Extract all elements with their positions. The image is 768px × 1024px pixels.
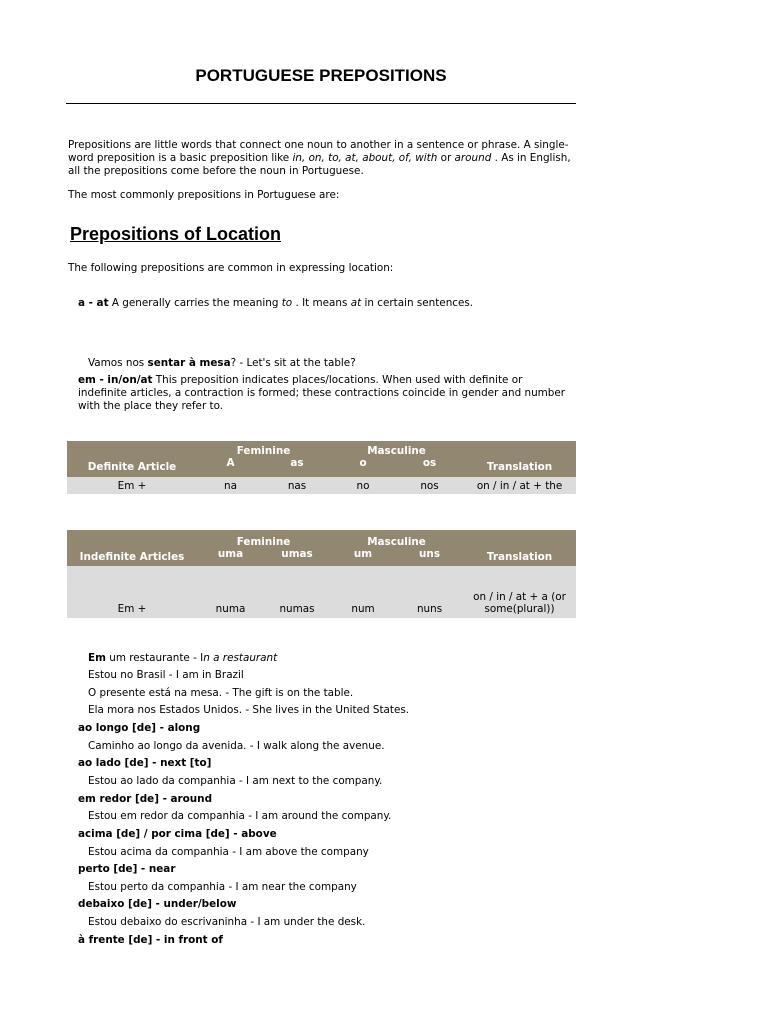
section-intro: The following prepositions are common in expressing location: [68,262,394,274]
col-header: o [330,457,396,477]
preposition-example: Estou ao lado da companhia - I am next to the company. [88,775,383,787]
em-entry-term: em - in/on/at [78,374,153,386]
intro-text: or [437,152,455,164]
section-heading: Prepositions of Location [70,224,282,244]
a-entry [78,297,473,310]
a-entry-desc: . It means [292,297,351,309]
table-cell: na [197,477,264,494]
table-cell: numa [197,566,264,618]
table-cell: nas [264,477,330,494]
definite-article-table [67,441,576,494]
header-blank [67,441,197,457]
preposition-term: ao longo [de] - along [78,722,201,734]
col-header: A [197,457,264,477]
a-entry-emphasis: to [281,297,293,309]
col-header: as [264,457,330,477]
table-cell: on / in / at + a (or some(plural)) [463,566,576,618]
col-header: Indefinite Articles [67,548,197,566]
header-blank [463,441,576,457]
a-example-bold: sentar à mesa [147,357,231,369]
group-feminine: Feminine [197,441,330,457]
table-cell: on / in / at + the [463,477,576,494]
col-header: umas [264,548,330,566]
page-title: PORTUGUESE PREPOSITIONS [195,66,447,85]
indefinite-article-table [67,530,576,618]
em-example [88,652,277,665]
col-header: uns [396,548,463,566]
table-cell: Em + [67,477,197,494]
intro-text: Prepositions are little words that connect one noun to another in a sentence or phrase. A single-word preposition is a basic preposition like [68,139,569,164]
table-cell: numas [264,566,330,618]
em-entry-desc: This preposition indicates places/locations. When used with definite or indefinite articles, a contraction is formed; these contractions coincide in gender and number with the place they refer to. [78,374,566,412]
table-cell: Em + [67,566,197,618]
a-example [88,357,356,370]
intro-text: . As in English, all the prepositions come before the noun in Portuguese. [68,152,571,177]
em-entry [78,374,573,413]
preposition-example: Estou em redor da companhia - I am around the company. [88,810,392,822]
title-divider [66,103,576,104]
intro-emphasis: in, on, to, at, about, of, with [292,152,438,164]
preposition-term: perto [de] - near [78,863,176,875]
preposition-term: acima [de] / por cima [de] - above [78,828,277,840]
preposition-term: em redor [de] - around [78,793,213,805]
a-entry-emphasis: at [350,297,362,309]
table-cell: no [330,477,396,494]
em-example: Estou no Brasil - I am in Brazil [88,669,244,681]
col-header: Translation [463,548,576,566]
table-cell: nuns [396,566,463,618]
table-cell: nos [396,477,463,494]
col-header: Translation [463,457,576,477]
a-example-text: ? - Let's sit at the table? [230,357,356,369]
col-header: os [396,457,463,477]
header-blank [463,530,576,548]
intro-paragraph [68,139,578,178]
preposition-term: ao lado [de] - next [to] [78,757,212,769]
preposition-term: debaixo [de] - under/below [78,898,237,910]
preposition-example: Caminho ao longo da avenida. - I walk along the avenue. [88,740,385,752]
group-masculine: Masculine [330,530,463,548]
col-header: um [330,548,396,566]
table-row [67,566,576,618]
col-header: uma [197,548,264,566]
preposition-example: Estou acima da companhia - I am above the company [88,846,369,858]
table-row [67,477,576,494]
preposition-example: Estou perto da companhia - I am near the company [88,881,357,893]
preposition-term: à frente [de] - in front of [78,934,223,946]
em-example-text: um restaurante - I [105,652,204,664]
intro-emphasis: around [454,152,492,164]
em-example-bold: Em [88,652,106,664]
a-entry-desc: A generally carries the meaning [108,297,282,309]
group-feminine: Feminine [197,530,330,548]
a-example-text: Vamos nos [88,357,148,369]
preposition-example: Estou debaixo do escrivaninha - I am under the desk. [88,916,366,928]
group-masculine: Masculine [330,441,463,457]
a-entry-term: a - at [78,297,109,309]
intro-common-line: The most commonly prepositions in Portuguese are: [68,189,340,201]
col-header: Definite Article [67,457,197,477]
a-entry-desc: in certain sentences. [361,297,474,309]
em-example: O presente está na mesa. - The gift is on the table. [88,687,354,699]
header-blank [67,530,197,548]
em-example: Ela mora nos Estados Unidos. - She lives in the United States. [88,704,410,716]
table-cell: num [330,566,396,618]
em-example-emphasis: n a restaurant [203,652,278,664]
